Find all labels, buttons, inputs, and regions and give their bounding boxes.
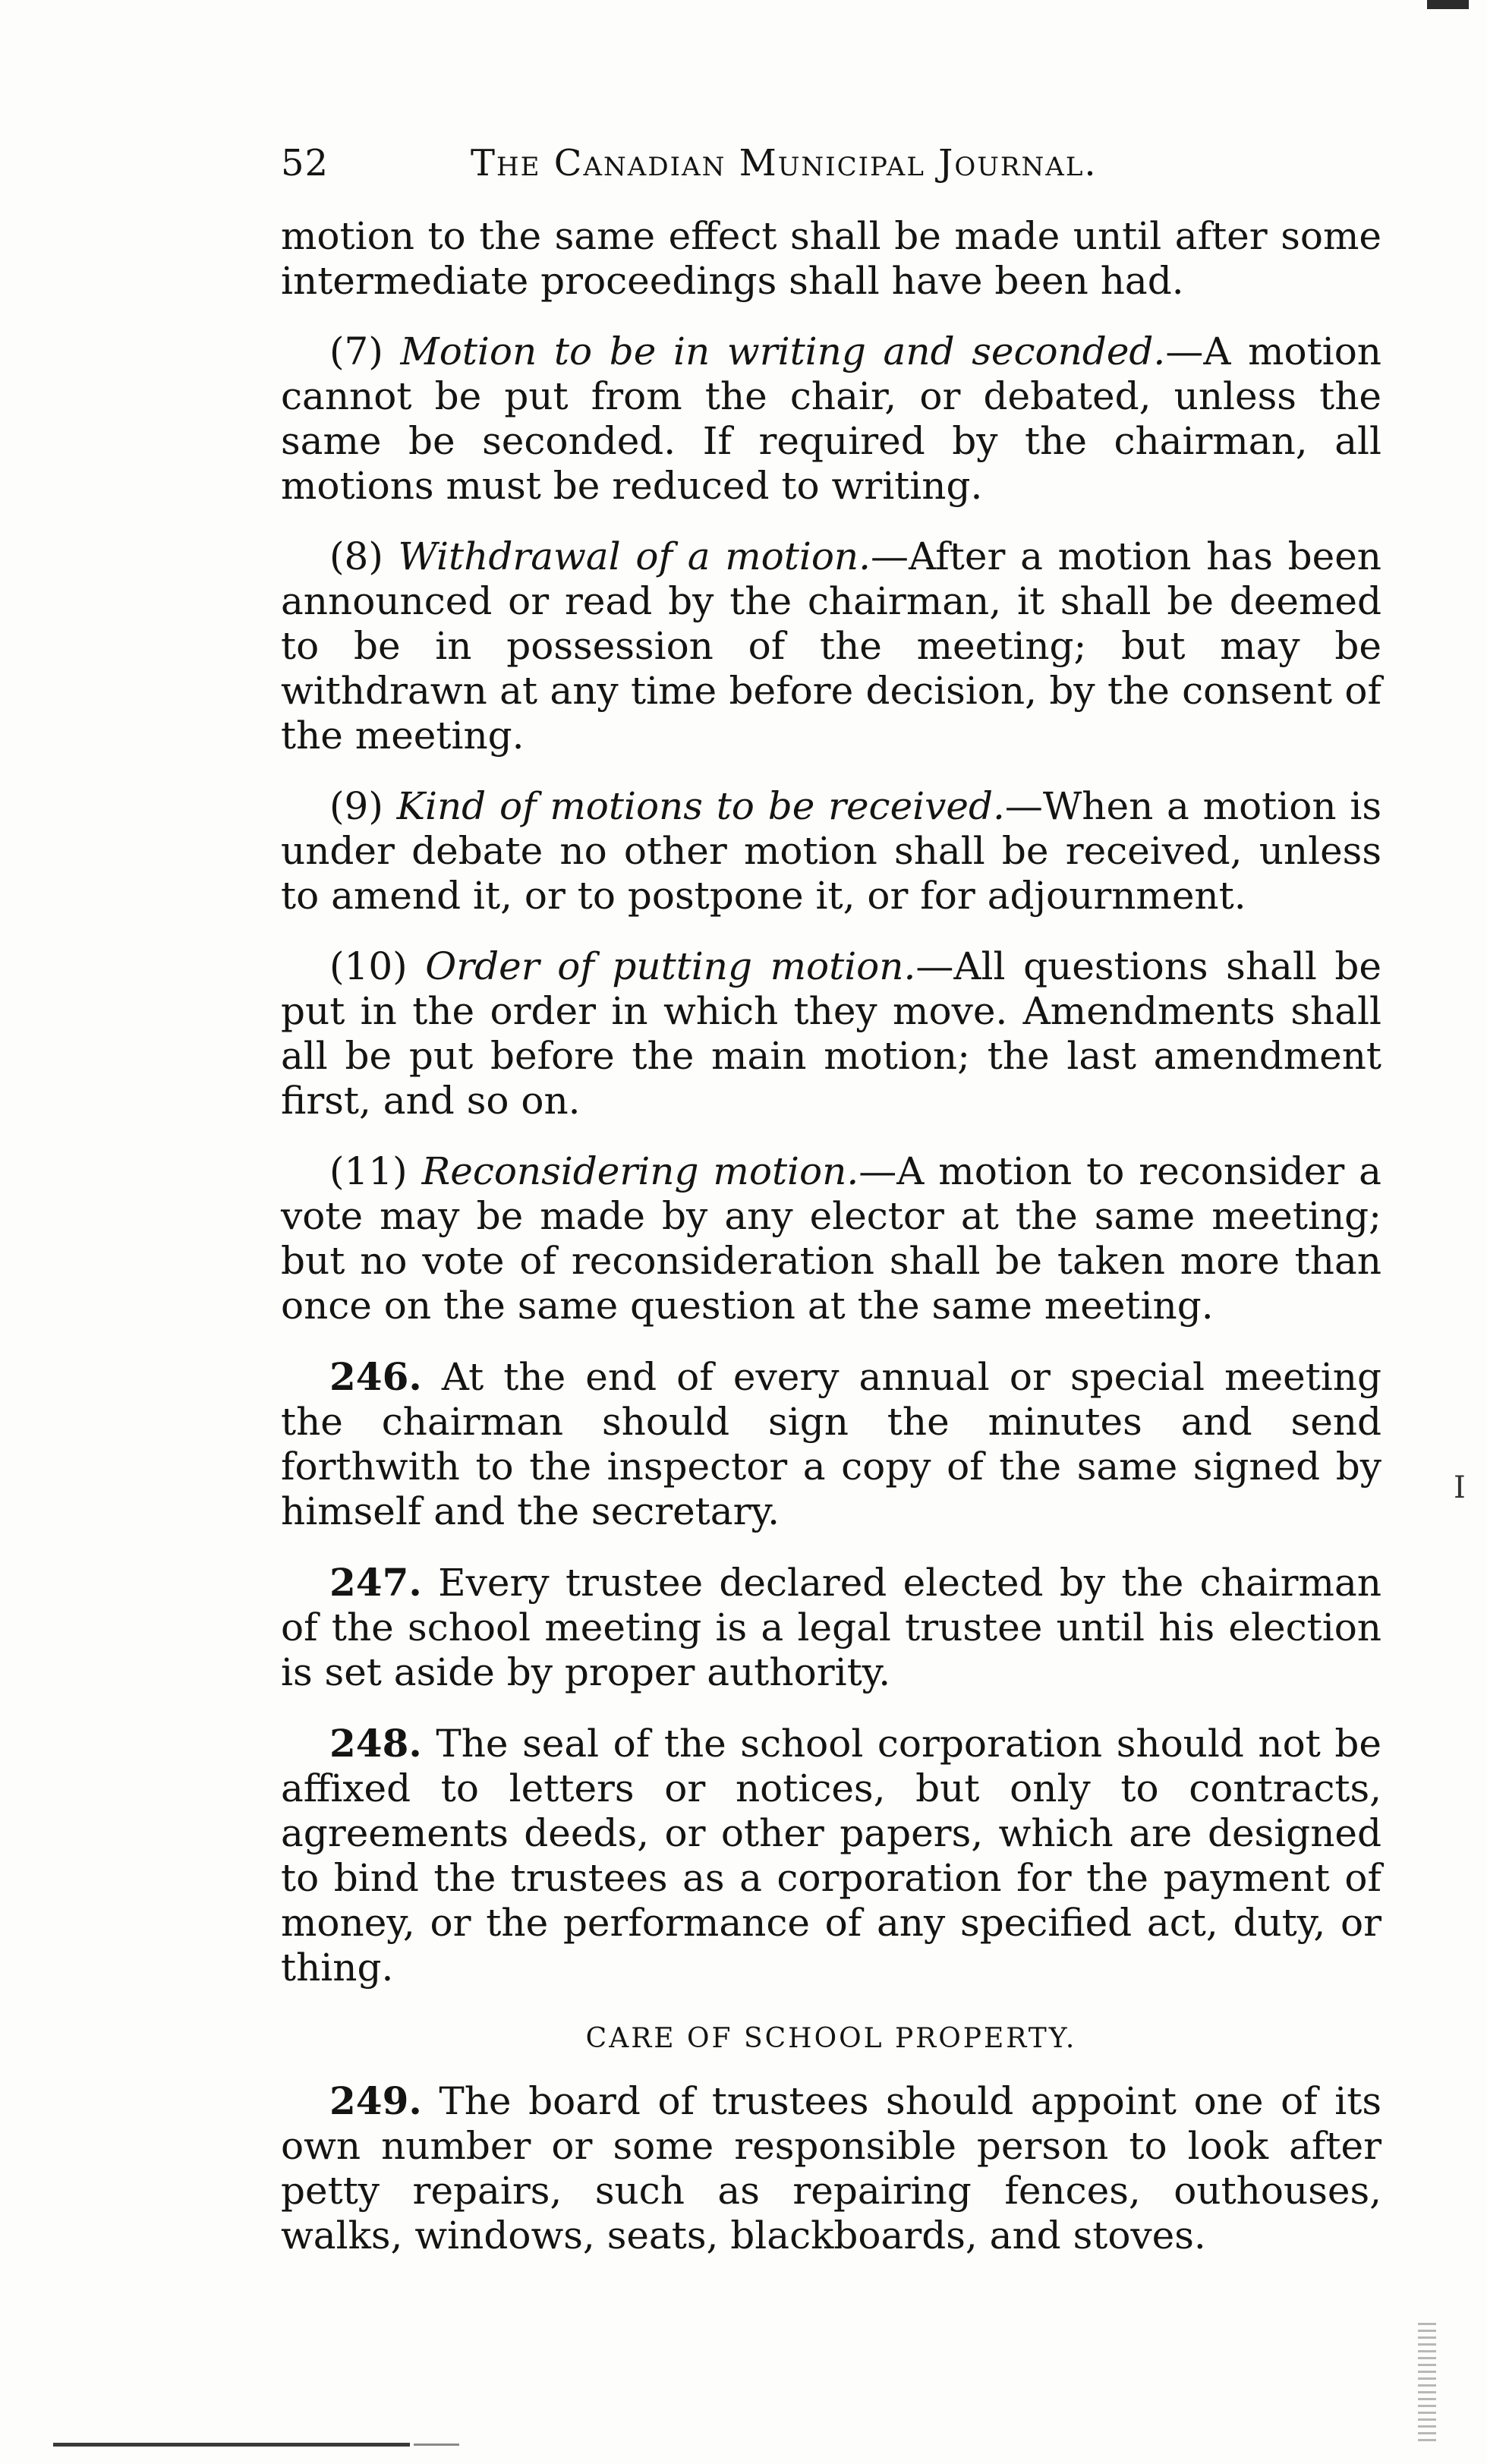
bottom-rule-dash xyxy=(414,2444,459,2446)
section-247 xyxy=(281,1560,1381,1695)
section-number: 246. xyxy=(329,1354,422,1399)
rule-number: (8) xyxy=(329,534,383,578)
rule-paragraph-9 xyxy=(281,784,1381,918)
section-246 xyxy=(281,1354,1381,1534)
rule-paragraph-10 xyxy=(281,944,1381,1123)
paragraph-text: motion to the same effect shall be made until after some intermediate proceedings shall have been had. xyxy=(281,214,1381,303)
section-number: 249. xyxy=(329,2078,422,2123)
margin-mark: I xyxy=(1454,1470,1466,1505)
running-head xyxy=(281,129,1381,197)
section-text: At the end of every annual or special meeting the chairman should sign the minutes and send forthwith to the inspector a copy of the same signed by himself and the secretary. xyxy=(281,1355,1381,1533)
section-text: The seal of the school corporation should not be affixed to letters or notices, but only to contracts, agreements deeds, or other papers, which are designed to bind the trustees as a corporation for the payment of money, or the performance of any specified act, duty, or thing. xyxy=(281,1722,1381,1990)
section-249 xyxy=(281,2078,1381,2258)
rule-paragraph-11 xyxy=(281,1149,1381,1328)
rule-heading: Reconsidering motion. xyxy=(421,1149,859,1193)
rule-heading: Withdrawal of a motion. xyxy=(398,534,871,578)
rule-heading: Motion to be in writing and seconded. xyxy=(400,329,1166,373)
section-heading: CARE OF SCHOOL PROPERTY. xyxy=(585,2023,1077,2054)
rule-number: (9) xyxy=(329,784,383,828)
rule-text: —All questions shall be put in the order in which they move. Amendments shall all be put before the main motion; the last amendment first, and so on. xyxy=(281,944,1381,1123)
body-text xyxy=(281,214,1381,2258)
rule-text: —When a motion is under debate no other motion shall be received, unless to amend it, or to postpone it, or for adjournment. xyxy=(281,784,1381,918)
rule-heading: Order of putting motion. xyxy=(425,944,916,988)
journal-title: The Canadian Municipal Journal. xyxy=(471,142,1098,184)
scan-edge-speckle xyxy=(1418,2323,1436,2444)
rule-text: —A motion cannot be put from the chair, or debated, unless the same be seconded. If required by the chairman, all motions must be reduced to writing. xyxy=(281,329,1382,508)
section-248 xyxy=(281,1721,1381,1990)
scan-corner-mark xyxy=(1427,0,1469,9)
page-number: 52 xyxy=(281,142,329,184)
rule-text: —After a motion has been announced or read by the chairman, it shall be deemed to be in possession of the meeting; but may be withdrawn at any time before decision, by the consent of the meeting. xyxy=(281,534,1381,758)
rule-paragraph-8 xyxy=(281,534,1381,758)
section-text: Every trustee declared elected by the chairman of the school meeting is a legal trustee until his election is set aside by proper authority. xyxy=(281,1561,1381,1694)
rule-number: (10) xyxy=(329,944,408,988)
bottom-rule xyxy=(53,2443,410,2447)
rule-text: —A motion to reconsider a vote may be made by any elector at the same meeting; but no vote of reconsideration shall be taken more than once on the same question at the same meeting. xyxy=(281,1149,1381,1328)
section-number: 248. xyxy=(329,1721,422,1766)
continued-paragraph xyxy=(281,214,1381,304)
rule-number: (11) xyxy=(329,1149,408,1193)
rule-number: (7) xyxy=(329,329,383,373)
rule-heading: Kind of motions to be received. xyxy=(396,784,1005,828)
rule-paragraph-7 xyxy=(281,329,1381,509)
text-column xyxy=(281,129,1381,2284)
section-number: 247. xyxy=(329,1560,422,1605)
section-text: The board of trustees should appoint one of its own number or some responsible person to look after petty repairs, such as repairing fences, outhouses, walks, windows, seats, blackboards, and stoves. xyxy=(281,2079,1381,2258)
